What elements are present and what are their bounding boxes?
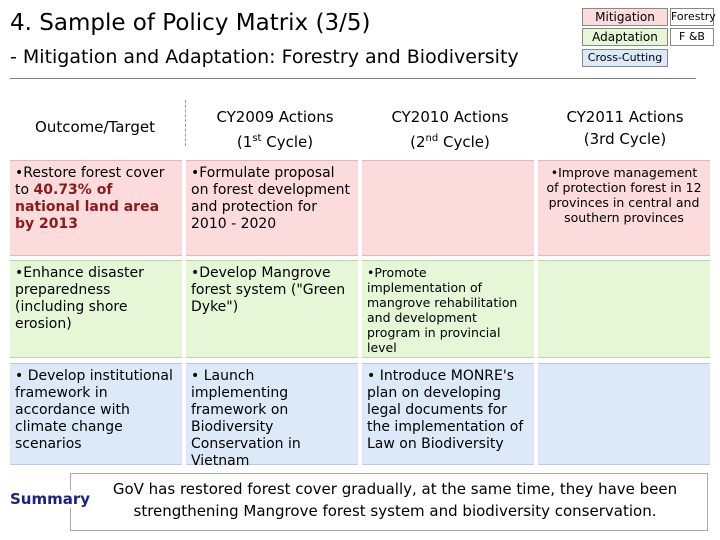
row3-outcome-text: • Develop institutional framework in accordance with climate change scenarios (15, 368, 173, 452)
legend-mitigation: Mitigation (582, 8, 668, 26)
row1-cy2011-text: •Improve management of protection forest in 12 provinces in central and southern provinces (546, 165, 702, 225)
header-cy2009 (190, 106, 360, 153)
legend-adaptation: Adaptation (582, 28, 668, 46)
legend-cross-cutting: Cross-Cutting (582, 49, 668, 67)
row3-cy2009-cell (186, 363, 358, 469)
header-outcome-text: Outcome/Target (35, 118, 155, 136)
row2-cy2010-text: •Promote implementation of mangrove rehabilitation and development program in provincial level (367, 265, 518, 355)
header-cy2009-sup: st (252, 133, 262, 144)
row2-outcome-text: •Enhance disaster preparedness (including shore erosion) (15, 265, 144, 332)
header-cy2011-line2: (3rd Cycle) (583, 130, 667, 148)
row1-cy2010-cell (362, 160, 534, 256)
header-cy2010-line1: CY2010 Actions (391, 108, 509, 126)
header-divider (185, 100, 186, 146)
row3-cy2010-cell (362, 363, 534, 465)
row2-outcome-cell (10, 260, 182, 358)
row3-cy2011-cell (538, 363, 710, 465)
row2-cy2010-cell (362, 260, 534, 358)
page-title: 4. Sample of Policy Matrix (3/5) (10, 10, 371, 36)
row3-cy2009-text: • Launch implementing framework on Biodiversity Conservation in Vietnam (191, 368, 301, 469)
header-outcome (10, 116, 180, 138)
header-cy2011-line1: CY2011 Actions (566, 108, 684, 126)
header-cy2009-line1: CY2009 Actions (216, 108, 334, 126)
row1-outcome-highlight: 40.73% of national land area by 2013 (15, 182, 160, 232)
row3-outcome-cell (10, 363, 182, 465)
row1-cy2011-cell (538, 160, 710, 256)
row2-cy2009-cell (186, 260, 358, 358)
header-cy2010-line2-post: Cycle) (438, 133, 490, 151)
header-cy2010-sup: nd (425, 133, 439, 144)
header-cy2011 (540, 106, 710, 150)
page-subtitle: - Mitigation and Adaptation: Forestry and Biodiversity (10, 46, 519, 68)
header-cy2009-line2-pre: (1 (236, 133, 253, 151)
row2-cy2009-text: •Develop Mangrove forest system ("Green Dyke") (191, 265, 346, 315)
row3-cy2010-text: • Introduce MONRE's plan on developing legal documents for the implementation of Law on Biodiversity (367, 368, 524, 452)
title-divider (10, 78, 696, 79)
legend-forestry: Forestry (670, 8, 714, 26)
legend-fb: F &B (670, 28, 714, 46)
row1-outcome-cell (10, 160, 182, 256)
row1-cy2009-cell (186, 160, 358, 256)
summary-label: Summary (10, 490, 91, 508)
row1-outcome-prefix: •Restore forest cover to (15, 165, 165, 198)
summary-text: GoV has restored forest cover gradually, at the same time, they have been strengthening Mangrove forest system and biodiversity conservation. (112, 480, 678, 520)
header-cy2010-line2-pre: (2 (410, 133, 426, 151)
row1-cy2009-text: •Formulate proposal on forest development and protection for 2010 - 2020 (191, 165, 351, 232)
header-cy2010 (365, 106, 535, 153)
row2-cy2011-cell (538, 260, 710, 358)
header-cy2009-line2-post: Cycle) (261, 133, 314, 151)
